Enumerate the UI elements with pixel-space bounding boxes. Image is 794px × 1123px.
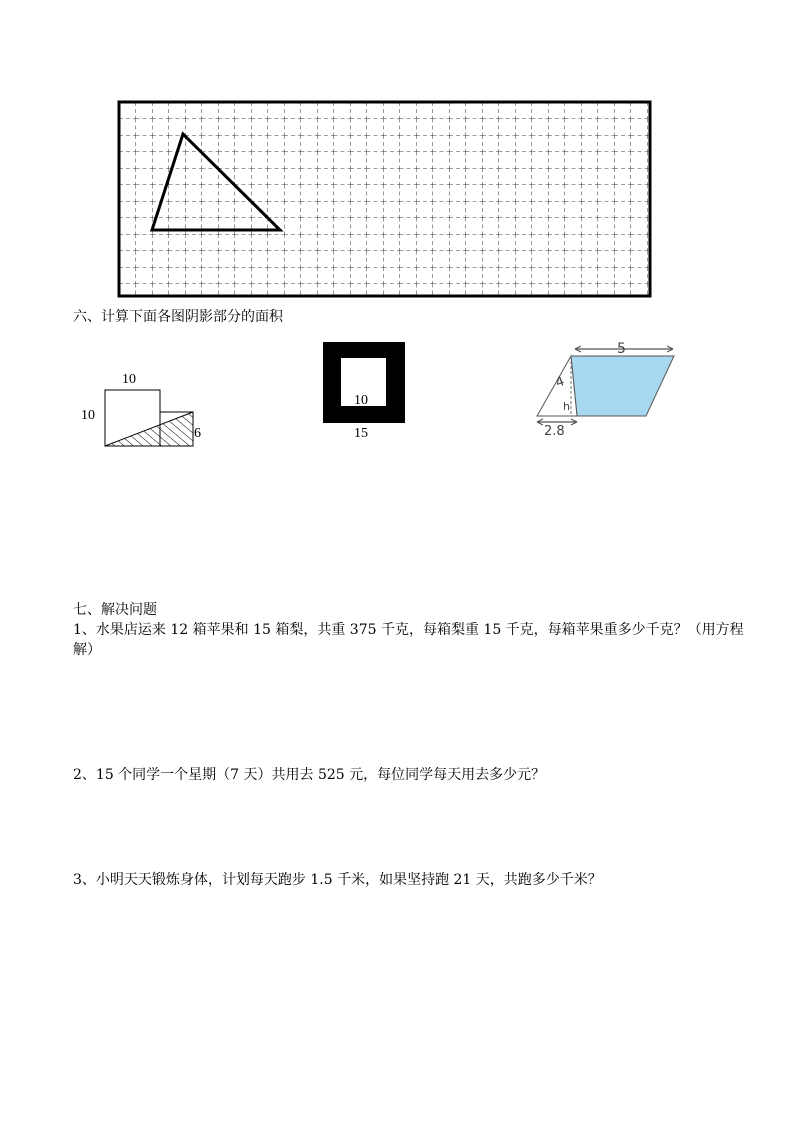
section7-title: 七、解决问题: [73, 602, 157, 618]
fig3-height-label: h: [563, 400, 570, 413]
fig1-top-label: 10: [122, 372, 136, 387]
question-3: 3、小明天天锻炼身体，计划每天跑步 1.5 千米，如果坚持跑 21 天，共跑多少千米？: [73, 872, 602, 888]
fig2-bottom-label: 15: [354, 426, 368, 441]
figure-3: [530, 340, 680, 440]
fig2-inner-label: 10: [354, 393, 368, 408]
question-1-line2: 解）: [73, 642, 101, 658]
question-1-line1: 1、水果店运来 12 箱苹果和 15 箱梨，共重 375 千克，每箱梨重 15 千克，每箱苹果重多少千克？（用方程: [73, 622, 744, 638]
question-2: 2、15 个同学一个星期（7 天）共用去 525 元，每位同学每天用去多少元？: [73, 767, 546, 783]
figure-2: [323, 342, 405, 442]
section6-title: 六、计算下面各图阴影部分的面积: [73, 309, 283, 325]
grid-frame: [119, 102, 650, 296]
shaded-trapezoid: [571, 356, 674, 416]
grid-figure: [117, 100, 652, 298]
fig3-slant-label: 4: [553, 374, 567, 391]
shaded-triangle: [105, 412, 193, 446]
fig3-top-label: 5: [617, 341, 626, 357]
fig3-bottom-label: 2.8: [544, 424, 565, 439]
fig1-right-label: 6: [194, 426, 201, 441]
figure-1: [80, 370, 220, 450]
fig1-left-label: 10: [81, 408, 95, 423]
